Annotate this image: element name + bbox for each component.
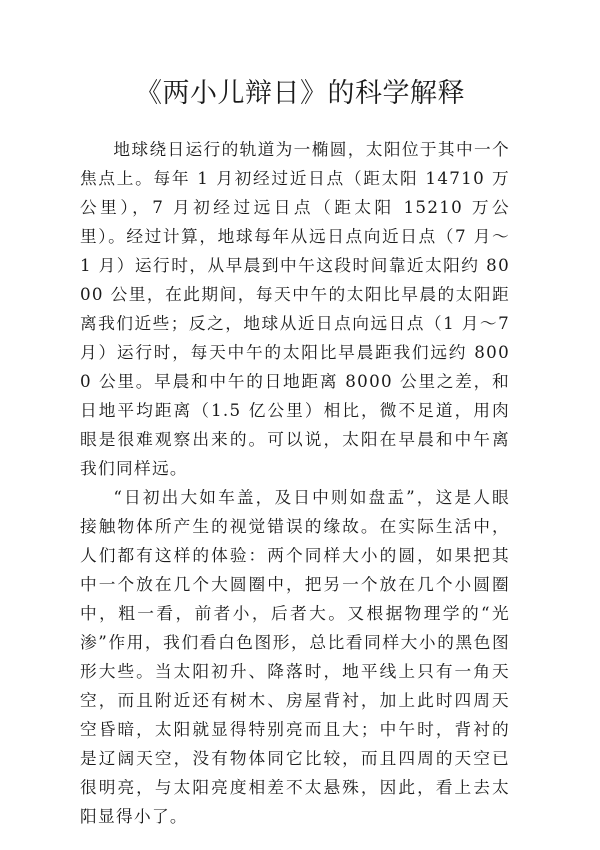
document-title: 《两小儿辩日》的科学解释 [135,78,465,109]
document-body [80,135,510,831]
paragraph-visual-illusion: “日初出大如车盖，及日中则如盘盂”，这是人眼接触物体所产生的视觉错误的缘故。在实际生活中，人们都有这样的体验：两个同样大小的圆，如果把其中一个放在几个大圆圈中，把另一个放在几个小圆圈中，粗一看，前者小，后者大。又根据物理学的“光渗”作用，我们看白色图形，总比看同样大小的黑色图形大些。当太阳初升、降落时，地平线上只有一角天空，而且附近还有树木、房屋背衬，加上此时四周天空昏暗，太阳就显得特别亮而且大；中午时，背衬的是辽阔天空，没有物体同它比较，而且四周的天空已很明亮，与太阳亮度相差不太悬殊，因此，看上去太阳显得小了。 [80,487,510,826]
paragraph-orbit-distance: 地球绕日运行的轨道为一椭圆，太阳位于其中一个焦点上。每年 1 月初经过近日点（距太阳 14710 万公里），7 月初经过远日点（距太阳 15210 万公里）。经过计算，地球每年从远日点向近日点（7 月～1 月）运行时，从早晨到中午这段时间靠近太阳约 8000 公里，在此期间，每天中午的太阳比早晨的太阳距离我们近些；反之，地球从近日点向远日点（1 月～7 月）运行时，每天中午的太阳比早晨距我们远约 8000 公里。早晨和中午的日地距离 8000 公里之差，和日地平均距离（1.5 亿公里）相比，微不足道，用肉眼是很难观察出来的。可以说，太阳在早晨和中午离我们同样远。 [80,139,510,478]
